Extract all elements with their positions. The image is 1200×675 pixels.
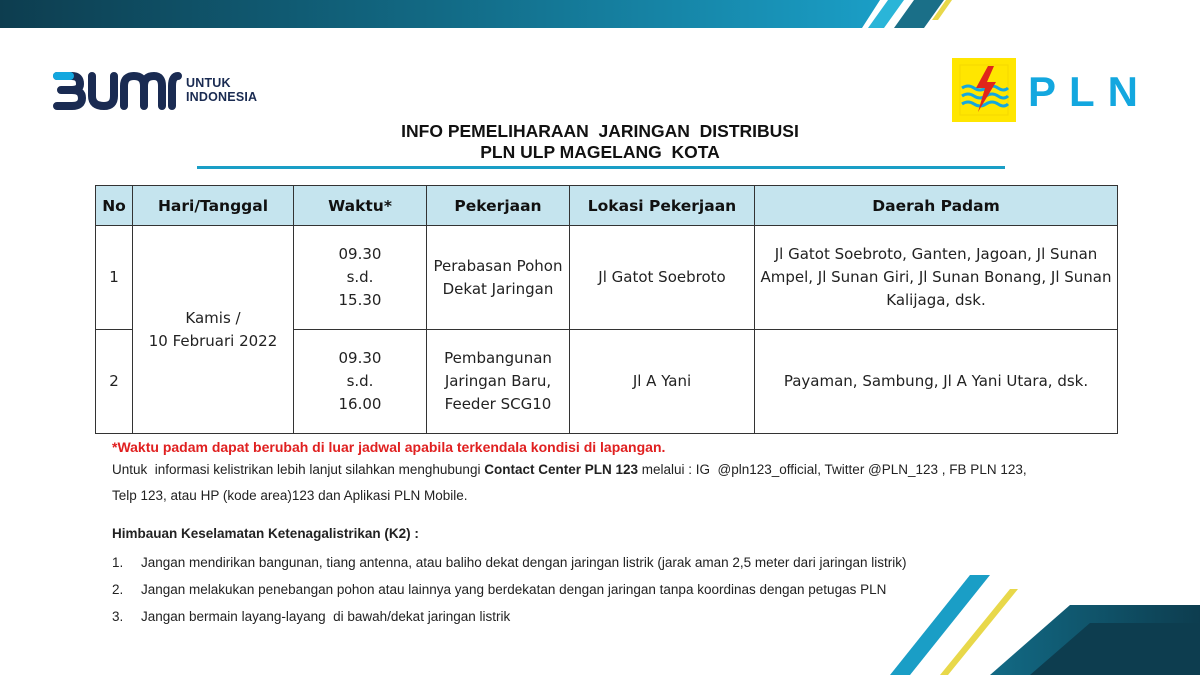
bottom-decorative-band [880,575,1200,675]
time-cell [294,226,427,330]
list-item-text: Jangan melakukan penebangan pohon atau lainnya yang berdekatan dengan jaringan tanpa koordinas dengan petugas PLN [141,582,887,597]
row-number: 2 [96,330,133,434]
time-end: 15.30 [338,291,382,309]
work-cell [427,330,570,434]
location-cell: Jl Gatot Soebroto [570,226,755,330]
list-item-text: Jangan mendirikan bangunan, tiang antenna, atau baliho dekat dengan jaringan listrik (jarak aman 2,5 meter dari jaringan listrik) [141,555,907,570]
time-cell [294,330,427,434]
pln-logo [952,58,1151,122]
time-end: 16.00 [338,395,382,413]
page-title [200,121,1000,163]
contact-info-suffix: melalui : IG @pln123_official, Twitter @PLN_123 , FB PLN 123, [638,462,1027,477]
outage-area-cell [755,330,1118,434]
date-day: Kamis / [185,308,241,327]
pln-wordmark: PLN [1028,68,1151,115]
date-full: 10 Februari 2022 [148,331,278,350]
list-item-number: 2. [112,582,124,597]
header-time: Waktu* [294,186,427,226]
location-cell: Jl A Yani [570,330,755,434]
header-no: No [96,186,133,226]
work-line: Feeder SCG10 [444,395,552,413]
work-line: Dekat Jaringan [442,279,554,298]
header-outage-area: Daerah Padam [755,186,1118,226]
contact-info-line2: Telp 123, atau HP (kode area)123 dan Aplikasi PLN Mobile. [112,488,468,503]
list-item [112,549,1142,576]
date-cell [133,226,294,434]
title-divider [197,166,1005,169]
list-item-text: Jangan bermain layang-layang di bawah/dekat jaringan listrik [141,609,511,624]
row-number: 1 [96,226,133,330]
k2-title: Himbauan Keselamatan Ketenagalistrikan (K2) : [112,526,419,541]
contact-center-name: Contact Center PLN 123 [484,462,638,477]
area-line: Ampel, Jl Sunan Giri, Jl Sunan Bonang, Jl Sunan [760,268,1112,286]
header-location: Lokasi Pekerjaan [570,186,755,226]
maintenance-schedule-table [95,185,1118,434]
work-line: Pembangunan [444,349,552,367]
top-decorative-band [0,0,1200,30]
table-row [96,226,1118,330]
contact-info-prefix: Untuk informasi kelistrikan lebih lanjut silahkan menghubungi [112,462,485,477]
table-header-row [96,186,1118,226]
time-separator: s.d. [346,372,374,390]
outage-area-cell [755,226,1118,330]
bumn-logo-icon [52,70,184,112]
pln-lightning-icon [952,58,1016,122]
area-line: Kalijaga, dsk. [886,291,986,309]
bumn-tagline-line1: UNTUK [186,76,231,90]
title-line-2: PLN ULP MAGELANG KOTA [480,142,720,162]
time-start: 09.30 [338,245,382,263]
area-line: Payaman, Sambung, Jl A Yani Utara, dsk. [783,372,1089,390]
list-item-number: 1. [112,555,124,570]
header-date: Hari/Tanggal [133,186,294,226]
bumn-logo [52,70,272,114]
time-start: 09.30 [338,349,382,367]
bumn-tagline-line2: INDONESIA [186,90,258,104]
area-line: Jl Gatot Soebroto, Ganten, Jagoan, Jl Sunan [774,245,1098,263]
work-cell [427,226,570,330]
schedule-change-warning: *Waktu padam dapat berubah di luar jadwal apabila terkendala kondisi di lapangan. [112,439,666,455]
header-work: Pekerjaan [427,186,570,226]
contact-info [112,457,1142,509]
work-line: Perabasan Pohon [433,256,563,275]
time-separator: s.d. [346,268,374,286]
list-item-number: 3. [112,609,124,624]
work-line: Jaringan Baru, [444,372,552,390]
bumn-tagline [186,76,257,104]
title-line-1: INFO PEMELIHARAAN JARINGAN DISTRIBUSI [401,121,799,141]
